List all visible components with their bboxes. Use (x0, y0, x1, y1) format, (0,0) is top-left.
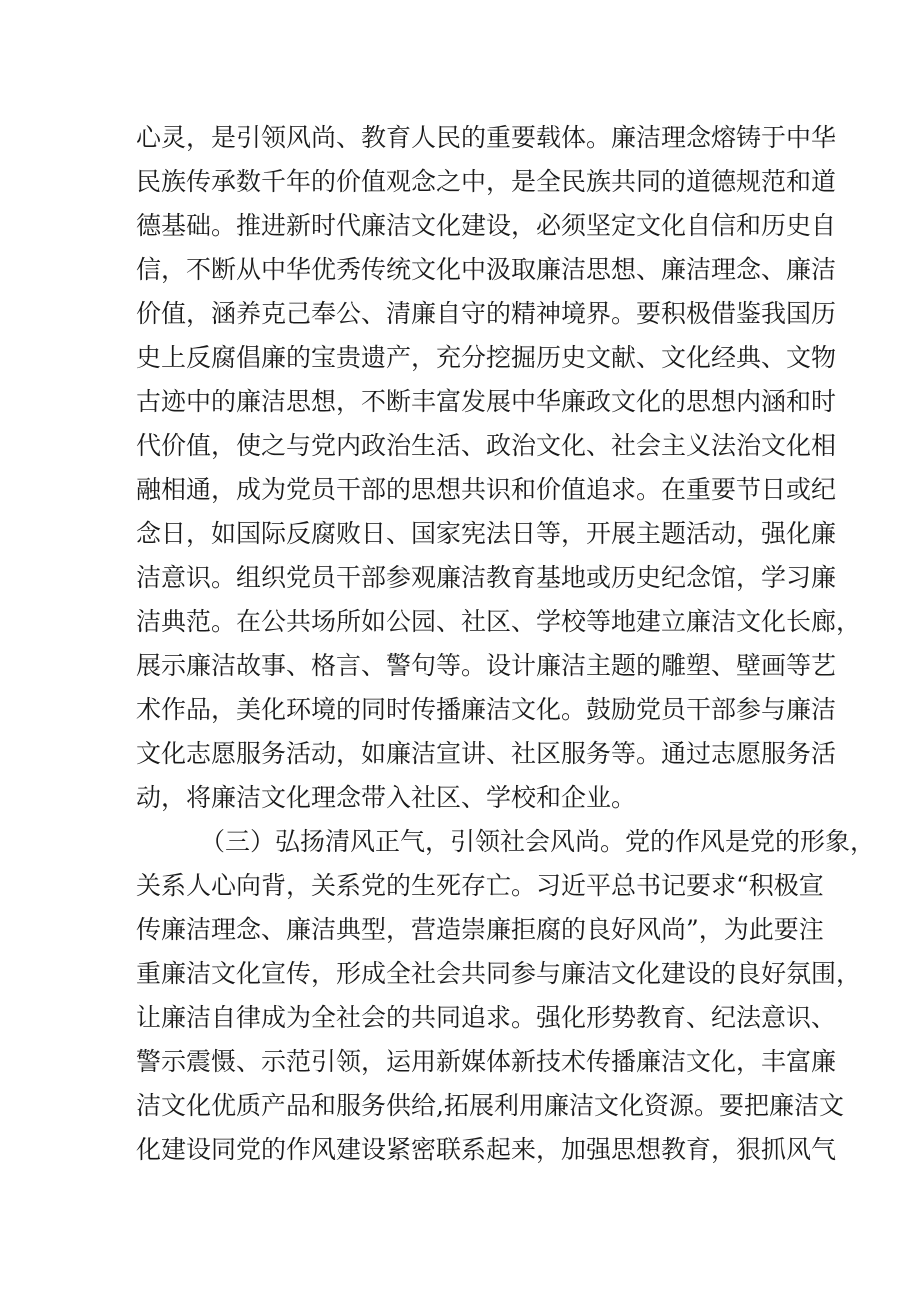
text-line: 民族传承数千年的价值观念之中，是全民族共同的道德规范和道 (136, 167, 837, 196)
text-line: 展示廉洁故事、格言、警句等。设计廉洁主题的雕塑、壁画等艺 (136, 651, 837, 680)
text-line: 关系人心向背，关系党的生死存亡。习近平总书记要求“积极宣 (136, 871, 824, 900)
text-line: 警示震慑、示范引领，运用新媒体新技术传播廉洁文化，丰富廉 (136, 1047, 837, 1076)
text-line: 融相通，成为党员干部的思想共识和价值追求。在重要节日或纪 (136, 475, 837, 504)
text-line: 术作品，美化环境的同时传播廉洁文化。鼓励党员干部参与廉洁 (136, 695, 837, 724)
section-heading-line: （三）弘扬清风正气，引领社会风尚。党的作风是党的形象， (200, 827, 876, 856)
text-line: 念日，如国际反腐败日、国家宪法日等，开展主题活动，强化廉 (136, 519, 837, 548)
text-line: 洁文化优质产品和服务供给,拓展利用廉洁文化资源。要把廉洁文 (136, 1091, 844, 1120)
text-line: 洁典范。在公共场所如公园、社区、学校等地建立廉洁文化长廊， (136, 607, 862, 636)
text-line: 洁意识。组织党员干部参观廉洁教育基地或历史纪念馆，学习廉 (136, 563, 837, 592)
text-line: 重廉洁文化宣传，形成全社会共同参与廉洁文化建设的良好氛围， (136, 959, 862, 988)
text-line: 化建设同党的作风建设紧密联系起来，加强思想教育，狠抓风气 (136, 1135, 837, 1164)
text-line: 代价值，使之与党内政治生活、政治文化、社会主义法治文化相 (136, 431, 837, 460)
text-line: 心灵，是引领风尚、教育人民的重要载体。廉洁理念熔铸于中华 (136, 123, 837, 152)
text-line: 信，不断从中华优秀传统文化中汲取廉洁思想、廉洁理念、廉洁 (136, 255, 837, 284)
text-line: 古迹中的廉洁思想，不断丰富发展中华廉政文化的思想内涵和时 (136, 387, 837, 416)
text-line: 价值，涵养克己奉公、清廉自守的精神境界。要积极借鉴我国历 (136, 299, 837, 328)
text-line: 让廉洁自律成为全社会的共同追求。强化形势教育、纪法意识、 (136, 1003, 837, 1032)
text-line: 史上反腐倡廉的宝贵遗产，充分挖掘历史文献、文化经典、文物 (136, 343, 837, 372)
text-line: 德基础。推进新时代廉洁文化建设，必须坚定文化自信和历史自 (136, 211, 837, 240)
text-line: 传廉洁理念、廉洁典型，营造崇廉拒腐的良好风尚”，为此要注 (136, 915, 824, 944)
text-line: 动，将廉洁文化理念带入社区、学校和企业。 (136, 783, 637, 812)
text-line: 文化志愿服务活动，如廉洁宣讲、社区服务等。通过志愿服务活 (136, 739, 837, 768)
